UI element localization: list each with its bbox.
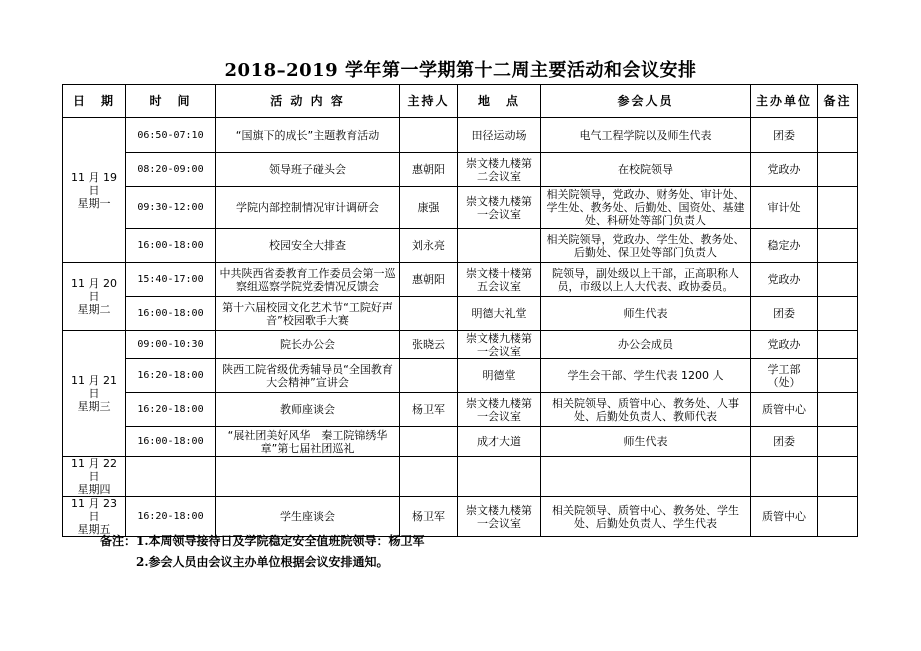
time-cell: 16:20-18:00 <box>126 393 216 427</box>
place-cell: 明德大礼堂 <box>458 297 541 331</box>
activity-cell <box>216 457 400 497</box>
host-cell: 康强 <box>400 187 458 229</box>
table-row <box>63 331 858 359</box>
header-host: 主持人 <box>400 85 458 118</box>
activity-cell: 学生座谈会 <box>216 497 400 537</box>
organizer-cell: 团委 <box>751 118 818 153</box>
organizer-cell: 稳定办 <box>751 229 818 263</box>
place-cell: 田径运动场 <box>458 118 541 153</box>
time-cell: 09:30-12:00 <box>126 187 216 229</box>
attendees-cell: 电气工程学院以及师生代表 <box>541 118 751 153</box>
place-cell: 崇文楼九楼第二会议室 <box>458 153 541 187</box>
date-label: 11 月 22 日 <box>71 457 117 483</box>
note-cell <box>818 393 858 427</box>
note-cell <box>818 297 858 331</box>
table-row <box>63 427 858 457</box>
activity-cell: 领导班子碰头会 <box>216 153 400 187</box>
header-date: 日 期 <box>63 85 126 118</box>
table-row <box>63 457 858 497</box>
organizer-cell: 团委 <box>751 427 818 457</box>
place-cell: 崇文楼九楼第一会议室 <box>458 187 541 229</box>
header-organizer: 主办单位 <box>751 85 818 118</box>
table-row <box>63 393 858 427</box>
organizer-cell: 党政办 <box>751 331 818 359</box>
organizer-cell: 审计处 <box>751 187 818 229</box>
table-row <box>63 263 858 297</box>
table-row <box>63 153 858 187</box>
activity-cell: 第十六届校园文化艺术节“工院好声音”校园歌手大赛 <box>216 297 400 331</box>
note-cell <box>818 229 858 263</box>
time-cell: 16:20-18:00 <box>126 497 216 537</box>
page-title: 2018–2019 学年第一学期第十二周主要活动和会议安排 <box>224 60 697 81</box>
weekday-label: 星期三 <box>77 400 111 413</box>
time-cell <box>126 457 216 497</box>
place-cell <box>458 457 541 497</box>
note-cell <box>818 263 858 297</box>
attendees-cell <box>541 457 751 497</box>
weekday-label: 星期二 <box>77 303 111 316</box>
footnotes <box>100 531 425 573</box>
date-label: 11 月 20 日 <box>71 277 117 303</box>
host-cell <box>400 118 458 153</box>
host-cell: 张晓云 <box>400 331 458 359</box>
note-cell <box>818 187 858 229</box>
host-cell <box>400 359 458 393</box>
day-cell-wed <box>63 331 126 457</box>
weekday-label: 星期一 <box>77 196 111 210</box>
place-cell: 崇文楼九楼第一会议室 <box>458 393 541 427</box>
table-row <box>63 187 858 229</box>
organizer-cell: 党政办 <box>751 263 818 297</box>
attendees-cell: 师生代表 <box>541 297 751 331</box>
date-label: 11 月 19 日 <box>71 170 117 197</box>
host-cell <box>400 297 458 331</box>
attendees-cell: 相关院领导、质管中心、教务处、人事处、后勤处负责人、教师代表 <box>541 393 751 427</box>
activity-cell: 中共陕西省委教育工作委员会第一巡察组巡察学院党委情况反馈会 <box>216 263 400 297</box>
header-note: 备注 <box>818 85 858 118</box>
header-attendees: 参会人员 <box>541 85 751 118</box>
attendees-cell: 师生代表 <box>541 427 751 457</box>
time-cell: 09:00-10:30 <box>126 331 216 359</box>
place-cell <box>458 229 541 263</box>
place-cell: 崇文楼九楼第一会议室 <box>458 497 541 537</box>
organizer-cell: 质管中心 <box>751 497 818 537</box>
date-label: 11 月 23 日 <box>71 497 117 523</box>
attendees-cell: 相关院领导，党政办、学生处、教务处、后勤处、保卫处等部门负责人 <box>541 229 751 263</box>
activity-cell: “展社团美好风华 秦工院锦绣华章”第七届社团巡礼 <box>216 427 400 457</box>
table-row <box>63 297 858 331</box>
header-place: 地 点 <box>458 85 541 118</box>
time-cell: 06:50-07:10 <box>126 118 216 153</box>
header-row <box>63 85 858 118</box>
day-cell-tue <box>63 263 126 331</box>
time-cell: 16:20-18:00 <box>126 359 216 393</box>
date-label: 11 月 21 日 <box>71 374 117 400</box>
organizer-cell: 党政办 <box>751 153 818 187</box>
attendees-cell: 院领导，副处级以上干部，正高职称人员，市级以上人大代表、政协委员。 <box>541 263 751 297</box>
place-cell: 崇文楼十楼第五会议室 <box>458 263 541 297</box>
place-cell: 崇文楼九楼第一会议室 <box>458 331 541 359</box>
activity-cell: “国旗下的成长”主题教育活动 <box>216 118 400 153</box>
activity-cell: 校园安全大排查 <box>216 229 400 263</box>
note-cell <box>818 427 858 457</box>
time-cell: 15:40-17:00 <box>126 263 216 297</box>
organizer-cell: 团委 <box>751 297 818 331</box>
attendees-cell: 学生会干部、学生代表 1200 人 <box>541 359 751 393</box>
note-cell <box>818 359 858 393</box>
note-cell <box>818 153 858 187</box>
attendees-cell: 办公会成员 <box>541 331 751 359</box>
organizer-cell: 质管中心 <box>751 393 818 427</box>
day-cell-mon <box>63 118 126 263</box>
host-cell: 惠朝阳 <box>400 263 458 297</box>
place-cell: 明德堂 <box>458 359 541 393</box>
header-time: 时 间 <box>126 85 216 118</box>
header-activity: 活 动 内 容 <box>216 85 400 118</box>
activity-cell: 学院内部控制情况审计调研会 <box>216 187 400 229</box>
place-cell: 成才大道 <box>458 427 541 457</box>
host-cell <box>400 427 458 457</box>
note-cell <box>818 118 858 153</box>
organizer-cell <box>751 457 818 497</box>
time-cell: 16:00-18:00 <box>126 297 216 331</box>
time-cell: 08:20-09:00 <box>126 153 216 187</box>
weekday-label: 星期四 <box>77 483 111 496</box>
table-row <box>63 118 858 153</box>
time-cell: 16:00-18:00 <box>126 427 216 457</box>
host-cell: 刘永亮 <box>400 229 458 263</box>
host-cell: 杨卫军 <box>400 393 458 427</box>
attendees-cell: 相关院领导、质管中心、教务处、学生处、后勤处负责人、学生代表 <box>541 497 751 537</box>
schedule-table <box>62 84 858 537</box>
footnote-1: 备注：1.本周领导接待日及学院稳定安全值班院领导：杨卫军 <box>100 534 425 548</box>
host-cell <box>400 457 458 497</box>
attendees-cell: 在校院领导 <box>541 153 751 187</box>
weekday-label: 星期五 <box>77 523 111 536</box>
activity-cell: 院长办公会 <box>216 331 400 359</box>
table-row <box>63 359 858 393</box>
time-cell: 16:00-18:00 <box>126 229 216 263</box>
activity-cell: 教师座谈会 <box>216 393 400 427</box>
day-cell-thu <box>63 457 126 497</box>
host-cell: 杨卫军 <box>400 497 458 537</box>
note-cell <box>818 331 858 359</box>
table-row <box>63 229 858 263</box>
organizer-cell: 学工部（处） <box>751 359 818 393</box>
footnote-2: 2.参会人员由会议主办单位根据会议安排通知。 <box>136 555 389 569</box>
note-cell <box>818 457 858 497</box>
note-cell <box>818 497 858 537</box>
attendees-cell: 相关院领导，党政办、财务处、审计处、学生处、教务处、后勤处、国资处、基建处、科研处等部门负责人 <box>541 187 751 229</box>
activity-cell: 陕西工院省级优秀辅导员“全国教育大会精神”宣讲会 <box>216 359 400 393</box>
host-cell: 惠朝阳 <box>400 153 458 187</box>
